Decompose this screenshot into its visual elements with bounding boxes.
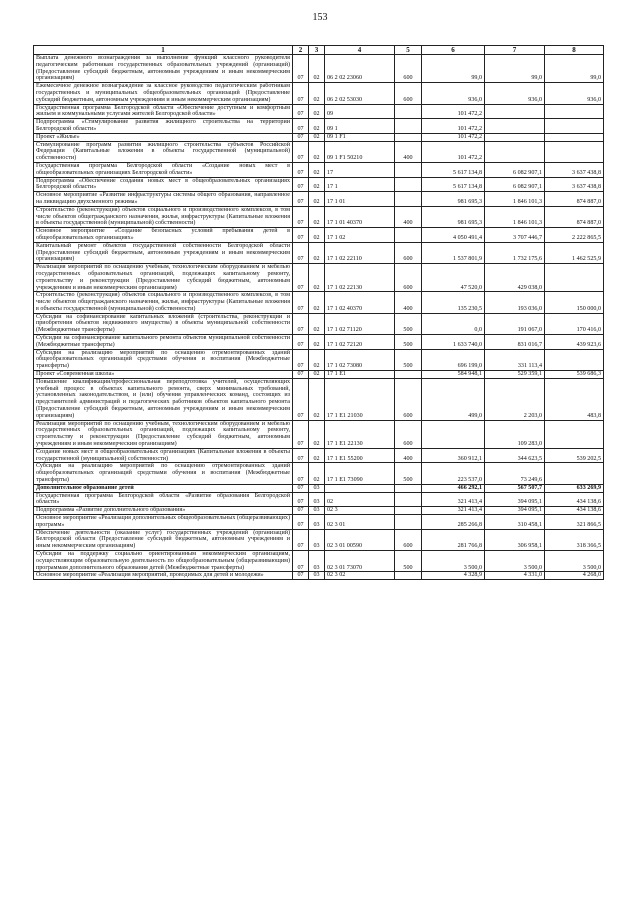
row-description: Основное мероприятие «Развитие инфраструктуры системы общего образования, направленное на ликвидацию двухсменного режима»	[34, 192, 293, 207]
row-section: 07	[293, 228, 309, 243]
row-target-article: 17 1 02	[325, 228, 395, 243]
row-target-article: 09	[325, 104, 395, 119]
column-header: 8	[545, 46, 604, 55]
table-row	[34, 206, 604, 227]
row-amount-year3: 633 269,9	[545, 484, 604, 492]
row-section: 07	[293, 529, 309, 550]
row-amount-year3: 2 222 865,5	[545, 228, 604, 243]
row-amount-year1: 360 912,1	[422, 448, 485, 463]
row-amount-year3: 539 686,3	[545, 371, 604, 379]
row-amount-year2: 191 067,0	[485, 313, 545, 334]
row-amount-year3	[545, 104, 604, 119]
row-target-article: 17 1 01 40370	[325, 206, 395, 227]
row-subsection: 02	[309, 141, 325, 162]
row-amount-year3: 874 887,0	[545, 206, 604, 227]
row-expense-type	[395, 192, 422, 207]
table-header-row	[34, 46, 604, 55]
table-row	[34, 550, 604, 571]
row-expense-type: 600	[395, 378, 422, 420]
row-amount-year2: 306 958,1	[485, 529, 545, 550]
table-row	[34, 349, 604, 370]
table-row	[34, 484, 604, 492]
row-subsection: 02	[309, 83, 325, 104]
table-row	[34, 177, 604, 192]
row-amount-year2: 1 732 175,6	[485, 242, 545, 263]
row-target-article: 09 1 F1	[325, 133, 395, 141]
table-row	[34, 463, 604, 484]
table-row	[34, 515, 604, 530]
row-amount-year2: 529 359,1	[485, 371, 545, 379]
row-expense-type	[395, 162, 422, 177]
row-amount-year2: 331 113,4	[485, 349, 545, 370]
row-amount-year1: 5 617 134,8	[422, 177, 485, 192]
row-section: 07	[293, 133, 309, 141]
row-amount-year1: 1 633 740,0	[422, 335, 485, 350]
row-subsection: 02	[309, 162, 325, 177]
row-description: Подпрограмма «Обеспечение создания новых мест в общеобразовательных организациях Белгородской области»	[34, 177, 293, 192]
table-body	[34, 55, 604, 580]
row-description: Основное мероприятие «Создание безопасных условий пребывания детей в общеобразовательных организациях»	[34, 228, 293, 243]
row-amount-year3: 318 366,5	[545, 529, 604, 550]
row-amount-year2: 394 095,1	[485, 507, 545, 515]
row-amount-year2: 394 095,1	[485, 492, 545, 507]
table-row	[34, 192, 604, 207]
row-target-article	[325, 484, 395, 492]
row-amount-year1: 281 766,8	[422, 529, 485, 550]
row-subsection: 02	[309, 335, 325, 350]
row-description: Подпрограмма «Развитие дополнительного образования»	[34, 507, 293, 515]
row-subsection: 02	[309, 228, 325, 243]
table-row	[34, 420, 604, 448]
row-amount-year2	[485, 119, 545, 134]
row-amount-year1	[422, 420, 485, 448]
row-description: Реализация мероприятий по оснащению учебным, технологическим оборудованием и мебелью государственных образовательных организаций, подлежащих капитальному ремонту, строительству и реконструкции (Предоставление субсидий бюджетным, автономным учреждениям и иным некоммерческим организациям)	[34, 264, 293, 292]
table-row	[34, 448, 604, 463]
row-amount-year1: 4 050 491,4	[422, 228, 485, 243]
row-subsection: 02	[309, 463, 325, 484]
row-amount-year2	[485, 104, 545, 119]
row-amount-year1: 5 617 134,8	[422, 162, 485, 177]
row-expense-type	[395, 492, 422, 507]
row-subsection: 02	[309, 313, 325, 334]
row-description: Государственная программа Белгородской области «Создание новых мест в общеобразовательных организациях Белгородской области»	[34, 162, 293, 177]
row-amount-year3: 3 637 438,8	[545, 162, 604, 177]
row-amount-year3: 434 138,6	[545, 492, 604, 507]
row-amount-year3	[545, 119, 604, 134]
row-subsection: 02	[309, 177, 325, 192]
row-amount-year1: 101 472,2	[422, 104, 485, 119]
row-target-article: 06 2 02 53030	[325, 83, 395, 104]
row-expense-type	[395, 119, 422, 134]
table-row	[34, 492, 604, 507]
table-row	[34, 378, 604, 420]
row-description: Строительство (реконструкция) объектов социального и производственного комплексов, в том числе объектов общегражданского назначения, жилья, инфраструктуры (Капитальные вложения в объекты государственной (муниципальной) собственности)	[34, 206, 293, 227]
row-subsection: 03	[309, 492, 325, 507]
row-section: 07	[293, 162, 309, 177]
row-section: 07	[293, 463, 309, 484]
row-amount-year1: 4 328,9	[422, 572, 485, 580]
row-subsection: 03	[309, 484, 325, 492]
row-expense-type	[395, 104, 422, 119]
row-amount-year1: 696 199,0	[422, 349, 485, 370]
row-subsection: 02	[309, 292, 325, 313]
row-section: 07	[293, 55, 309, 83]
row-amount-year3: 170 416,0	[545, 313, 604, 334]
row-amount-year2: 567 507,7	[485, 484, 545, 492]
row-amount-year1: 1 537 801,9	[422, 242, 485, 263]
column-header: 3	[309, 46, 325, 55]
row-amount-year1: 285 266,8	[422, 515, 485, 530]
row-target-article: 17 1 02 73080	[325, 349, 395, 370]
row-description: Повышение квалификации/профессиональная переподготовка учителей, осуществляющих учебный процесс в объектах капитального ремонта, сверх минимальных требований, установленных законодательством, и (или) обучения управленческих команд, состоящих из представителей администраций и педагогических работников объектов капитального ремонта (Предоставление субсидий бюджетным, автономным учреждениям и иным некоммерческим организациям)	[34, 378, 293, 420]
table-row	[34, 104, 604, 119]
row-description: Основное мероприятие «Реализация мероприятий, проводимых для детей и молодежи»	[34, 572, 293, 580]
row-amount-year3: 483,8	[545, 378, 604, 420]
row-description: Субсидия на реализацию мероприятий по оснащению отремонтированных зданий общеобразовательных организаций средствами обучения и воспитания (Межбюджетные трансферты)	[34, 349, 293, 370]
row-description: Государственная программа Белгородской области «Обеспечение доступным и комфортным жильем и коммунальными услугами жителей Белгородской области»	[34, 104, 293, 119]
row-amount-year3: 439 923,6	[545, 335, 604, 350]
row-subsection: 03	[309, 550, 325, 571]
row-section: 07	[293, 292, 309, 313]
row-target-article: 17 1 02 22130	[325, 264, 395, 292]
row-amount-year3: 3 500,0	[545, 550, 604, 571]
row-amount-year3	[545, 420, 604, 448]
row-section: 07	[293, 378, 309, 420]
column-header: 6	[422, 46, 485, 55]
row-section: 07	[293, 192, 309, 207]
row-section: 07	[293, 515, 309, 530]
row-description: Основное мероприятие «Реализация дополнительных общеобразовательных (общеразвивающих) программ»	[34, 515, 293, 530]
row-target-article: 17 1 02 22110	[325, 242, 395, 263]
row-subsection: 02	[309, 371, 325, 379]
row-description: Капитальный ремонт объектов государственной собственности Белгородской области (Предоставление субсидий бюджетным, автономным учреждениям и иным некоммерческим организациям)	[34, 242, 293, 263]
row-amount-year2: 3 707 446,7	[485, 228, 545, 243]
table-row	[34, 572, 604, 580]
column-header: 5	[395, 46, 422, 55]
row-target-article: 02 3 01 00590	[325, 529, 395, 550]
row-subsection: 02	[309, 192, 325, 207]
row-amount-year2: 831 016,7	[485, 335, 545, 350]
row-target-article: 17 1 02 72120	[325, 335, 395, 350]
table-row	[34, 162, 604, 177]
table-row	[34, 529, 604, 550]
table-row	[34, 55, 604, 83]
row-amount-year2: 73 249,6	[485, 463, 545, 484]
row-description: Выплата денежного вознаграждения за выполнение функций классного руководителя педагогическим работникам государственных образовательных учреждений (организаций) (Предоставление субсидий бюджетным, автономным учреждениям и иным некоммерческим организациям)	[34, 55, 293, 83]
row-amount-year2: 4 331,0	[485, 572, 545, 580]
row-amount-year2: 2 203,0	[485, 378, 545, 420]
row-description: Государственная программа Белгородской области «Развитие образования Белгородской области»	[34, 492, 293, 507]
row-amount-year3	[545, 463, 604, 484]
row-subsection: 03	[309, 529, 325, 550]
row-section: 07	[293, 572, 309, 580]
row-amount-year1: 499,0	[422, 378, 485, 420]
row-target-article: 02 3 02	[325, 572, 395, 580]
row-amount-year2: 1 846 101,3	[485, 206, 545, 227]
row-section: 07	[293, 206, 309, 227]
row-target-article: 02 3 01	[325, 515, 395, 530]
table-row	[34, 119, 604, 134]
row-section: 07	[293, 335, 309, 350]
row-target-article: 09 1	[325, 119, 395, 134]
row-expense-type: 400	[395, 292, 422, 313]
row-subsection: 02	[309, 119, 325, 134]
row-target-article: 09 1 F1 50210	[325, 141, 395, 162]
row-amount-year1: 0,0	[422, 313, 485, 334]
row-description: Субсидия на реализацию мероприятий по оснащению отремонтированных зданий общеобразовательных организаций средствами обучения и воспитания (Межбюджетные трансферты)	[34, 463, 293, 484]
row-amount-year3: 874 887,0	[545, 192, 604, 207]
row-expense-type: 500	[395, 335, 422, 350]
row-expense-type: 600	[395, 242, 422, 263]
row-subsection: 02	[309, 206, 325, 227]
row-expense-type	[395, 228, 422, 243]
row-amount-year1: 584 948,1	[422, 371, 485, 379]
row-amount-year1: 47 520,0	[422, 264, 485, 292]
row-expense-type	[395, 177, 422, 192]
row-expense-type	[395, 133, 422, 141]
table-row	[34, 133, 604, 141]
row-section: 07	[293, 119, 309, 134]
row-subsection: 03	[309, 507, 325, 515]
row-description: Строительство (реконструкция) объектов социального и производственного комплексов, в том числе объектов общегражданского назначения, жилья, инфраструктуры (Капитальные вложения в объекты государственной (муниципальной) собственности)	[34, 292, 293, 313]
row-expense-type	[395, 515, 422, 530]
row-description: Проект «Жилье»	[34, 133, 293, 141]
row-description: Подпрограмма «Стимулирование развития жилищного строительства на территории Белгородской области»	[34, 119, 293, 134]
row-subsection: 02	[309, 448, 325, 463]
row-section: 07	[293, 507, 309, 515]
row-amount-year1: 101 472,2	[422, 141, 485, 162]
row-description: Субсидии на софинансирование капитальных вложений (строительства, реконструкции и приобретения объектов недвижимого имущества) в объекты муниципальной собственности (Межбюджетные трансферты)	[34, 313, 293, 334]
page-number: 153	[312, 12, 328, 23]
row-amount-year2: 99,0	[485, 55, 545, 83]
row-subsection: 02	[309, 264, 325, 292]
table-row	[34, 371, 604, 379]
row-expense-type	[395, 507, 422, 515]
row-target-article: 17	[325, 162, 395, 177]
row-amount-year3: 936,0	[545, 83, 604, 104]
row-amount-year1: 101 472,2	[422, 133, 485, 141]
row-expense-type: 500	[395, 313, 422, 334]
row-subsection: 02	[309, 349, 325, 370]
row-target-article: 17 1	[325, 177, 395, 192]
table-row	[34, 228, 604, 243]
row-description: Реализация мероприятий по оснащению учебным, технологическим оборудованием и мебелью государственных образовательных организаций, подлежащих капитальному ремонту, строительству и реконструкции (Предоставление субсидий бюджетным, автономным учреждениям и иным некоммерческим организациям)	[34, 420, 293, 448]
row-target-article: 17 1 01	[325, 192, 395, 207]
column-header: 2	[293, 46, 309, 55]
row-amount-year2: 310 458,1	[485, 515, 545, 530]
row-amount-year3: 3 637 438,8	[545, 177, 604, 192]
row-amount-year2: 1 846 101,3	[485, 192, 545, 207]
row-expense-type: 500	[395, 463, 422, 484]
row-description: Обеспечение деятельности (оказание услуг) государственных учреждений (организаций) Белгородской области (Предоставление субсидий бюджетным, автономным учреждениям и иным некоммерческим организациям)	[34, 529, 293, 550]
row-section: 07	[293, 177, 309, 192]
row-description: Субсидии на софинансирование капитального ремонта объектов муниципальной собственности (Межбюджетные трансферты)	[34, 335, 293, 350]
row-amount-year1: 223 537,0	[422, 463, 485, 484]
row-amount-year3: 321 866,5	[545, 515, 604, 530]
row-amount-year3: 539 202,5	[545, 448, 604, 463]
row-subsection: 02	[309, 378, 325, 420]
row-target-article: 17 1 E1 55200	[325, 448, 395, 463]
row-description: Создание новых мест в общеобразовательных организациях (Капитальные вложения в объекты государственной (муниципальной) собственности)	[34, 448, 293, 463]
table-row	[34, 292, 604, 313]
row-amount-year2: 6 082 907,1	[485, 162, 545, 177]
row-subsection: 03	[309, 515, 325, 530]
row-amount-year2: 936,0	[485, 83, 545, 104]
row-amount-year2	[485, 141, 545, 162]
row-subsection: 02	[309, 55, 325, 83]
row-expense-type: 600	[395, 420, 422, 448]
row-amount-year2: 193 036,0	[485, 292, 545, 313]
row-target-article: 06 2 02 23060	[325, 55, 395, 83]
row-amount-year3	[545, 141, 604, 162]
row-section: 07	[293, 550, 309, 571]
row-target-article: 17 1 02 71120	[325, 313, 395, 334]
row-expense-type: 600	[395, 529, 422, 550]
row-section: 07	[293, 448, 309, 463]
row-amount-year3	[545, 133, 604, 141]
row-amount-year1: 936,0	[422, 83, 485, 104]
row-description: Стимулирование программ развития жилищного строительства субъектов Российской Федерации (Капитальные вложения в объекты государственной (муниципальной) собственности)	[34, 141, 293, 162]
table-row	[34, 264, 604, 292]
row-section: 07	[293, 83, 309, 104]
row-amount-year3: 434 138,6	[545, 507, 604, 515]
column-header: 7	[485, 46, 545, 55]
row-subsection: 02	[309, 242, 325, 263]
table-row	[34, 83, 604, 104]
budget-table	[33, 45, 604, 580]
row-section: 07	[293, 371, 309, 379]
row-amount-year3: 1 462 525,9	[545, 242, 604, 263]
row-description: Проект «Современная школа»	[34, 371, 293, 379]
row-target-article: 17 1 E1 73090	[325, 463, 395, 484]
row-amount-year2: 3 500,0	[485, 550, 545, 571]
row-expense-type	[395, 484, 422, 492]
row-amount-year1: 101 472,2	[422, 119, 485, 134]
row-description: Дополнительное образование детей	[34, 484, 293, 492]
row-expense-type: 400	[395, 141, 422, 162]
row-expense-type: 400	[395, 206, 422, 227]
table-row	[34, 242, 604, 263]
row-subsection: 02	[309, 104, 325, 119]
row-target-article: 17 1 02 40370	[325, 292, 395, 313]
row-amount-year3: 99,0	[545, 55, 604, 83]
row-section: 07	[293, 484, 309, 492]
row-amount-year2: 429 038,0	[485, 264, 545, 292]
row-amount-year1: 466 292,1	[422, 484, 485, 492]
row-section: 07	[293, 141, 309, 162]
row-section: 07	[293, 349, 309, 370]
column-header: 4	[325, 46, 395, 55]
row-section: 07	[293, 264, 309, 292]
row-amount-year3: 4 268,0	[545, 572, 604, 580]
row-amount-year2: 6 082 907,1	[485, 177, 545, 192]
row-amount-year1: 99,0	[422, 55, 485, 83]
row-target-article: 17 1 E1 21030	[325, 378, 395, 420]
row-amount-year1: 981 695,3	[422, 206, 485, 227]
row-target-article: 02 3	[325, 507, 395, 515]
row-target-article: 17 1 E1	[325, 371, 395, 379]
row-target-article: 02 3 01 73070	[325, 550, 395, 571]
row-section: 07	[293, 492, 309, 507]
row-expense-type: 600	[395, 83, 422, 104]
row-amount-year2: 344 623,5	[485, 448, 545, 463]
table-row	[34, 507, 604, 515]
row-amount-year1: 3 500,0	[422, 550, 485, 571]
row-target-article: 17 1 E1 22130	[325, 420, 395, 448]
row-expense-type	[395, 572, 422, 580]
row-amount-year1: 981 695,3	[422, 192, 485, 207]
table-row	[34, 313, 604, 334]
row-expense-type: 600	[395, 264, 422, 292]
row-amount-year3	[545, 349, 604, 370]
row-description: Ежемесячное денежное вознаграждение за классное руководство педагогическим работникам государственных и муниципальных общеобразовательных организаций (Предоставление субсидий бюджетным, автономным учреждениям и иным некоммерческим организациям)	[34, 83, 293, 104]
row-expense-type: 400	[395, 448, 422, 463]
row-section: 07	[293, 104, 309, 119]
row-section: 07	[293, 313, 309, 334]
table-row	[34, 335, 604, 350]
row-expense-type	[395, 371, 422, 379]
row-section: 07	[293, 420, 309, 448]
row-amount-year3	[545, 264, 604, 292]
row-amount-year1: 135 230,5	[422, 292, 485, 313]
row-expense-type: 600	[395, 55, 422, 83]
row-amount-year1: 321 413,4	[422, 507, 485, 515]
row-subsection: 03	[309, 572, 325, 580]
row-amount-year1: 321 413,4	[422, 492, 485, 507]
row-section: 07	[293, 242, 309, 263]
row-target-article: 02	[325, 492, 395, 507]
table-row	[34, 141, 604, 162]
column-header: 1	[34, 46, 293, 55]
row-amount-year2: 109 283,0	[485, 420, 545, 448]
row-subsection: 02	[309, 420, 325, 448]
row-amount-year2	[485, 133, 545, 141]
row-amount-year3: 150 000,0	[545, 292, 604, 313]
row-description: Субсидии на поддержку социально ориентированным некоммерческим организациям, осуществляющим образовательную деятельность по общеобразовательным (общеразвивающим) программам дополнительного образования детей (Межбюджетные трансферты)	[34, 550, 293, 571]
row-expense-type: 500	[395, 550, 422, 571]
row-expense-type: 500	[395, 349, 422, 370]
row-subsection: 02	[309, 133, 325, 141]
